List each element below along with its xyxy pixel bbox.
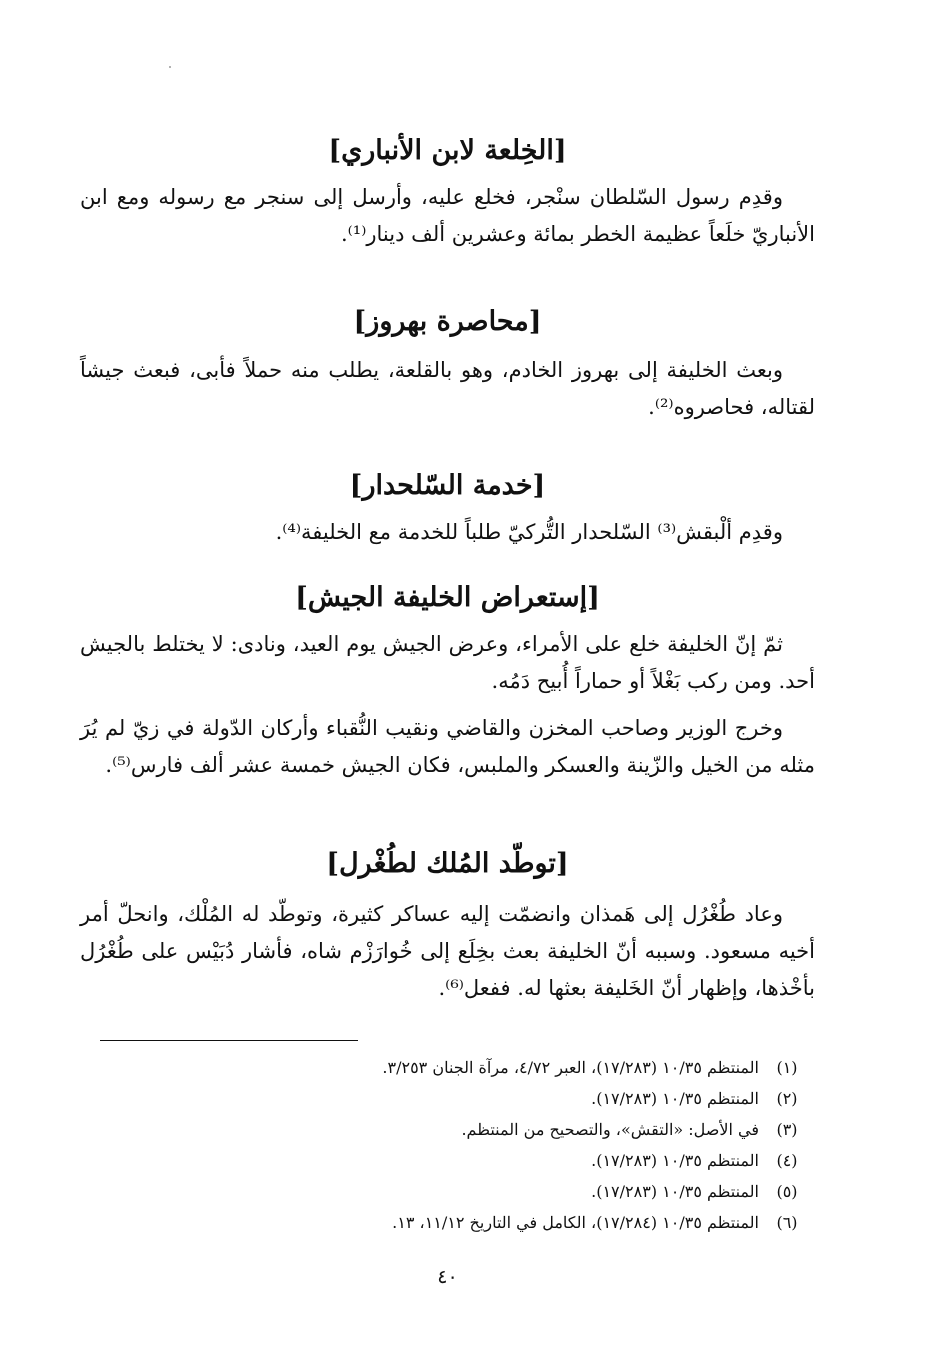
section-paragraph: وعاد طُغْرُل إلى هَمذان وانضمّت إليه عساكر كثيرة، وتوطّد له المُلْك، وانحلّ أمر أخيه مسعود. وسببه أنّ الخليفة بعث بخِلَع إلى خُوارَزْم شاه، فأشار دُبَيْس على طُغْرُل بأخْذها، وإظهار أنّ الخَليفة بعثها له. ففعل⁽⁶⁾. — [80, 902, 815, 1000]
section-heading: [توطّد المُلك لطُغْرل] — [326, 848, 569, 879]
footnote — [80, 1052, 815, 1083]
section-paragraph: وقدِم ألْبقش⁽³⁾ السّلحدار التُّركيّ طلباً للخدمة مع الخليفة⁽⁴⁾. — [275, 520, 783, 544]
page-number: ٤٠ — [437, 1266, 458, 1288]
footnote-text: المنتظم ١٠/٣٥ (١٧/٢٨٤)، الكامل في التاريخ ١١/١٢، ١٣. — [392, 1213, 759, 1232]
footnote-separator — [100, 1040, 358, 1041]
section-tughril-rule — [80, 846, 815, 1007]
footnote-text: في الأصل: «التقش»، والتصحيح من المنتظم. — [461, 1120, 759, 1139]
footnote-number: (٤) — [776, 1151, 798, 1170]
footnote — [80, 1083, 815, 1114]
footnote — [80, 1145, 815, 1176]
footnote-number: (٥) — [776, 1182, 798, 1201]
footnote-text: المنتظم ١٠/٣٥ (١٧/٢٨٣). — [591, 1182, 759, 1201]
section-heading: [إستعراض الخليفة الجيش] — [295, 582, 600, 613]
footnote — [80, 1114, 815, 1145]
footnote-number: (٢) — [776, 1089, 798, 1108]
section-paragraph: وقدِم رسول السّلطان سنْجر، فخلع عليه، وأرسل إلى سنجر مع رسوله ومع ابن الأنباريّ خلَعاً عظيمة الخطر بمائة وعشرين ألف دينار⁽¹⁾. — [80, 185, 815, 246]
section-heading: [الخِلعة لابن الأنباري] — [328, 135, 567, 166]
section-bahruz-siege — [80, 304, 815, 426]
section-heading: [محاصرة بهروز] — [353, 306, 542, 337]
footnote-number: (٣) — [776, 1120, 798, 1139]
footnote — [80, 1176, 815, 1207]
footnote-text: المنتظم ١٠/٣٥ (١٧/٢٨٣). — [591, 1089, 759, 1108]
section-paragraph: ثمّ إنّ الخليفة خلع على الأمراء، وعرض الجيش يوم العيد، ونادى: لا يختلط بالجيش أحد. ومن ركب بَغْلاً أو حماراً أُبيح دَمُه. — [80, 632, 815, 693]
footnote-text: المنتظم ١٠/٣٥ (١٧/٢٨٣). — [591, 1151, 759, 1170]
section-heading: [خدمة السّلحدار] — [349, 470, 546, 501]
section-paragraph: وبعث الخليفة إلى بهروز الخادم، وهو بالقلعة، يطلب منه حملاً فأبى، فبعث جيشاً لقتاله، فحاصروه⁽²⁾. — [80, 358, 815, 419]
footnote-number: (٦) — [776, 1213, 798, 1232]
section-army-review — [80, 580, 815, 784]
book-page — [80, 0, 815, 1369]
footnote-text: المنتظم ١٠/٣٥ (١٧/٢٨٣)، العبر ٤/٧٢، مرآة الجنان ٣/٢٥٣. — [382, 1058, 759, 1077]
footnote — [80, 1207, 815, 1238]
page-speck — [169, 66, 171, 68]
section-paragraph: وخرج الوزير وصاحب المخزن والقاضي ونقيب النُّقباء وأركان الدّولة في زيّ لم يُرَ مثله من الخيل والزّينة والعسكر والملبس، فكان الجيش خمسة عشر ألف فارس⁽⁵⁾. — [80, 716, 815, 777]
section-khilaa — [80, 133, 815, 253]
footnotes-list — [80, 1052, 815, 1238]
section-silahdar-service — [80, 468, 815, 551]
footnote-number: (١) — [776, 1058, 798, 1077]
